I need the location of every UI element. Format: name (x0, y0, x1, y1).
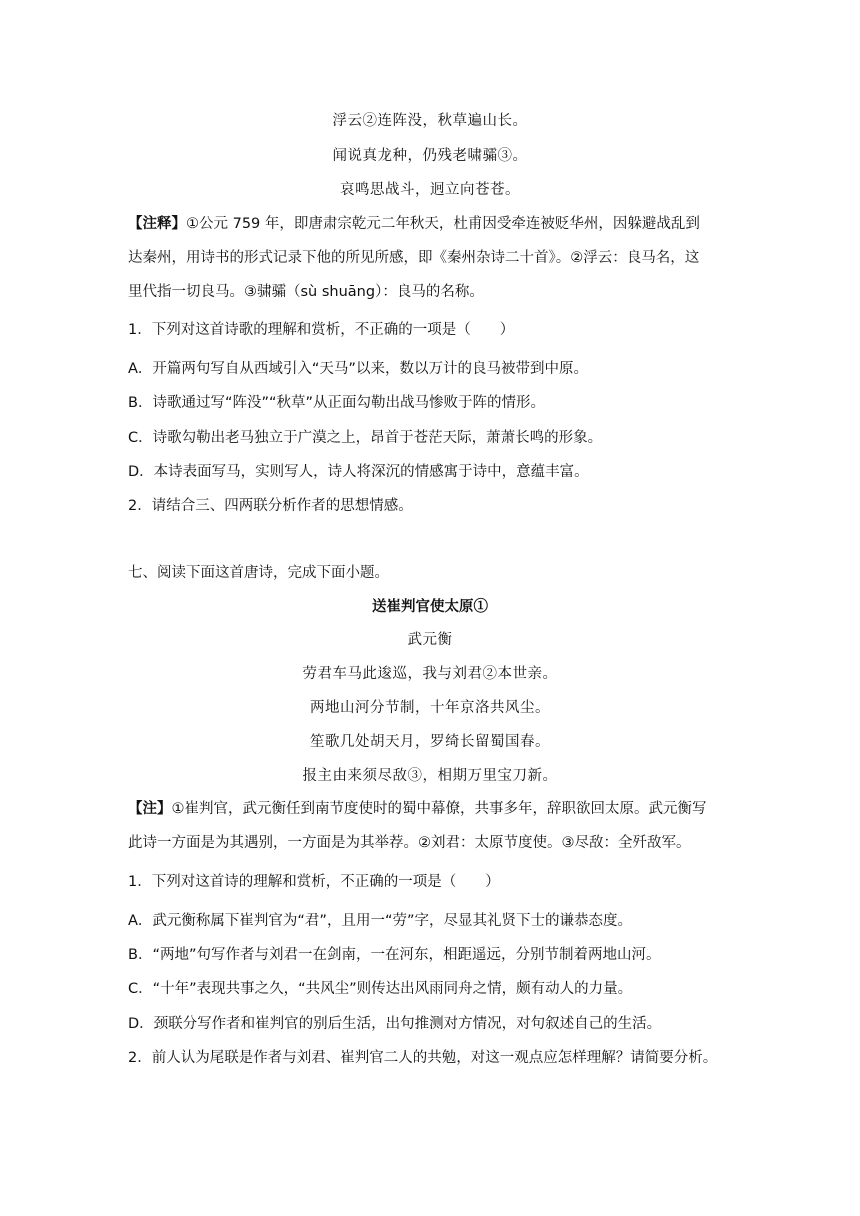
section7-question-1: 1．下列对这首诗的理解和赏析，不正确的一项是（ ） (128, 874, 500, 890)
poem1-option-a: A．开篇两句写自从西域引入“天马”以来，数以万计的良马被带到中原。 (128, 361, 588, 377)
poem1-note-label: 【注释】 (128, 216, 186, 232)
poem1-question-2: 2．请结合三、四两联分析作者的思想情感。 (128, 498, 413, 514)
poem1-line-1: 浮云②连阵没，秋草遍山长。 (332, 113, 528, 129)
poem1-option-d: D．本诗表面写马，实则写人，诗人将深沉的情感寓于诗中，意蕴丰富。 (128, 464, 589, 480)
section7-question-2: 2．前人认为尾联是作者与刘君、崔判官二人的共勉，对这一观点应怎样理解？请简要分析。 (128, 1050, 718, 1066)
poem1-question-1: 1．下列对这首诗歌的理解和赏析，不正确的一项是（ ） (128, 322, 515, 338)
section7-option-c: C．“十年”表现共事之久，“共风尘”则传达出风雨同舟之情，颇有动人的力量。 (128, 981, 633, 997)
section7-note-line-1 (128, 799, 707, 819)
poem1-line-3: 哀鸣思战斗，迥立向苍苍。 (340, 182, 520, 198)
poem1-note-line-3: 里代指一切良马。③骕骦（sù shuāng）：良马的名称。 (128, 284, 484, 300)
section7-heading: 七、阅读下面这首唐诗，完成下面小题。 (128, 565, 389, 581)
poem1-option-b: B．诗歌通过写“阵没”“秋草”从正面勾勒出战马惨败于阵的情形。 (128, 395, 545, 411)
section7-poem-title: 送崔判官使太原① (372, 598, 488, 615)
poem1-note-line-2: 达秦州，用诗书的形式记录下他的所见所感，即《秦州杂诗二十首》。②浮云：良马名，这 (128, 250, 700, 266)
poem1-note-line-1 (128, 214, 700, 234)
section7-line-1: 劳君车马此逡巡，我与刘君②本世亲。 (302, 666, 558, 682)
section7-line-2: 两地山河分节制，十年京洛共风尘。 (310, 700, 550, 716)
section7-option-d: D．颈联分写作者和崔判官的别后生活，出句推测对方情况，对句叙述自己的生活。 (128, 1016, 662, 1032)
section7-note-line-2: 此诗一方面是为其遇别，一方面是为其举荐。②刘君：太原节度使。③尽敌：全歼敌军。 (128, 835, 691, 851)
section7-note-label: 【注】 (128, 801, 172, 817)
section7-option-a: A．武元衡称属下崔判官为“君”，且用一“劳”字，尽显其礼贤下士的谦恭态度。 (128, 913, 632, 929)
section7-note-text-1: ①崔判官，武元衡任到南节度使时的蜀中幕僚，共事多年，辞职欲回太原。武元衡写 (171, 801, 707, 817)
section7-line-3: 笙歌几处胡天月，罗绮长留蜀国春。 (310, 734, 550, 750)
poem1-line-2: 闻说真龙种，仍残老啸骦③。 (332, 148, 528, 164)
poem1-option-c: C．诗歌勾勒出老马独立于广漠之上，昂首于苍茫天际，萧萧长鸣的形象。 (128, 430, 603, 446)
section7-poem-author: 武元衡 (407, 632, 453, 648)
section7-option-b: B．“两地”句写作者与刘君一在剑南，一在河东，相距遥远，分别节制着两地山河。 (128, 947, 661, 963)
poem1-note-text-1: ①公元 759 年，即唐肃宗乾元二年秋天，杜甫因受牵连被贬华州，因躲避战乱到 (186, 216, 700, 232)
section7-line-4: 报主由来须尽敌③，相期万里宝刀新。 (302, 768, 558, 784)
